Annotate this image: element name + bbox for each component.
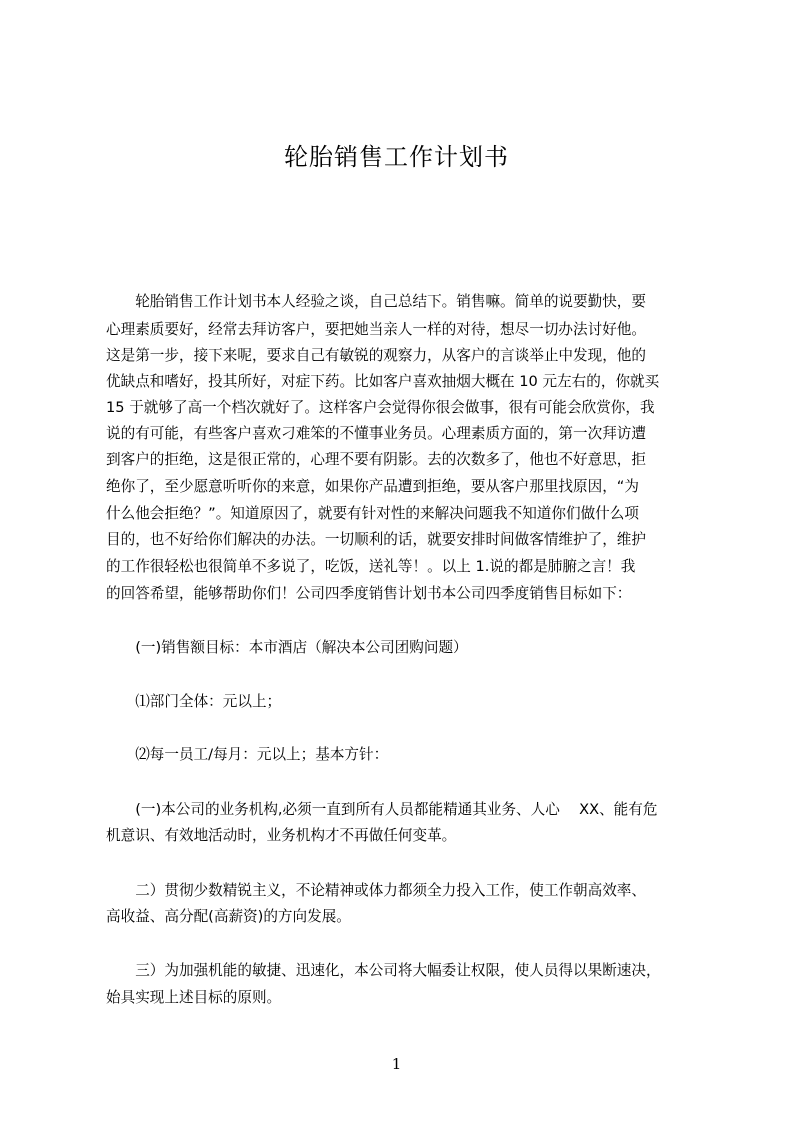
intro-line: 15 于就够了高一个档次就好了。这样客户会觉得你很会做事，很有可能会欣赏你，我 (106, 399, 655, 416)
sales-target-paragraph: (一)销售额目标：本市酒店（解决本公司团购问题） (106, 639, 468, 656)
page-number: 1 (391, 1055, 402, 1073)
intro-line: 绝你了，至少愿意听听你的来意，如果你产品遭到拒绝，要从客户那里找原因，“为 (106, 478, 639, 495)
intro-line: 轮胎销售工作计划书本人经验之谈，自己总结下。销售嘛。简单的说要勤快，要 (106, 293, 646, 310)
intro-line: 心理素质要好，经常去拜访客户，要把她当亲人一样的对待，想尽一切办法讨好他。 (106, 321, 646, 338)
document-title: 轮胎销售工作计划书 (284, 143, 509, 171)
policy-one-line: 机意识、有效地活动时，业务机构才不再做任何变革。 (106, 827, 457, 844)
department-target-paragraph: ⑴部门全体：元以上； (106, 693, 282, 710)
policy-two-line: 高收益、高分配(高薪资)的方向发展。 (106, 908, 351, 925)
intro-line: 的工作很轻松也很简单不多说了，吃饭，送礼等！。以上 1.说的都是肺腑之言！我 (106, 558, 636, 575)
policy-one-line: (一)本公司的业务机构,必须一直到所有人员都能精通其业务、人心 XX、能有危 (106, 801, 658, 818)
intro-line: 这是第一步，接下来呢，要求自己有敏锐的观察力，从客户的言谈举止中发现，他的 (106, 347, 646, 364)
policy-two-line: 二）贯彻少数精锐主义，不论精神或体力都须全力投入工作，使工作朝高效率、 (106, 882, 646, 899)
intro-line: 的回答希望，能够帮助你们！公司四季度销售计划书本公司四季度销售目标如下： (106, 585, 632, 602)
staff-target-paragraph: ⑵每一员工/每月：元以上；基本方针： (106, 746, 389, 763)
policy-three-line: 三）为加强机能的敏捷、迅速化，本公司将大幅委让权限，使人员得以果断速决， (106, 962, 661, 979)
intro-line: 什么他会拒绝？”。知道原因了，就要有针对性的来解决问题我不知道你们做什么项 (106, 505, 639, 522)
intro-line: 优缺点和嗜好，投其所好，对症下药。比如客户喜欢抽烟大概在 10 元左右的，你就买 (106, 373, 660, 390)
policy-three-line: 始具实现上述目标的原则。 (106, 989, 282, 1006)
intro-line: 到客户的拒绝，这是很正常的，心理不要有阴影。去的次数多了，他也不好意思，拒 (106, 451, 646, 468)
intro-line: 说的有可能，有些客户喜欢刁难笨的不懂事业务员。心理素质方面的，第一次拜访遭 (106, 425, 646, 442)
intro-line: 目的，也不好给你们解决的办法。一切顺利的话，就要安排时间做客情维护了，维护 (106, 531, 646, 548)
